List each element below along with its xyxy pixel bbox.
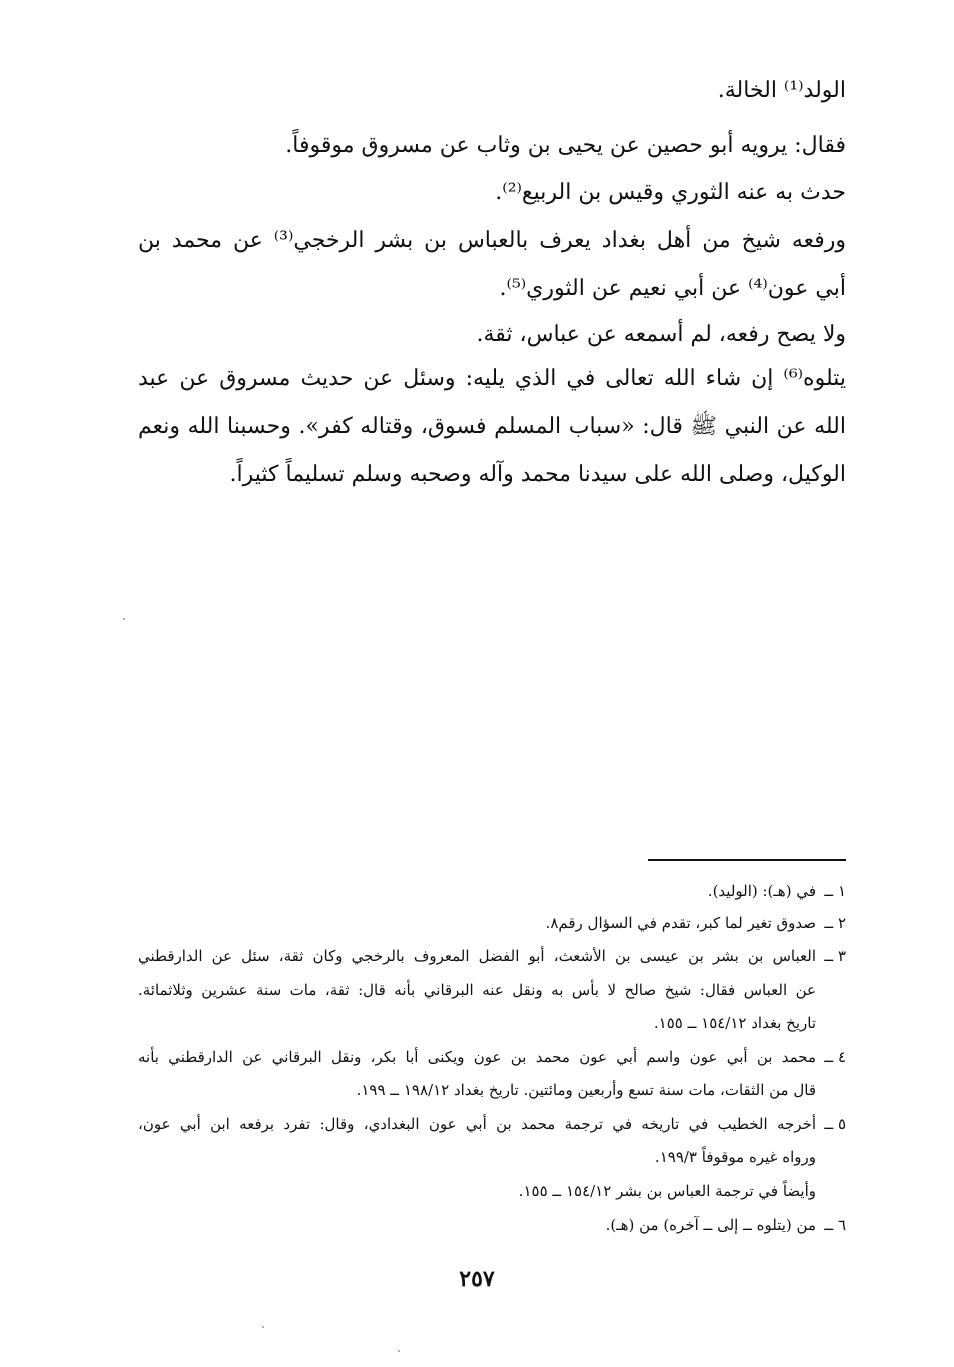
body-line: يتلوه⁽⁶⁾ إن شاء الله تعالى في الذي يليه: وسئل عن حديث مسروق عن عبد (138, 366, 846, 391)
body-line: ورفعه شيخ من أهل بغداد يعرف بالعباس بن بشر الرخجي⁽³⁾ عن محمد بن (138, 228, 846, 253)
footnote-text: صدوق تغير لما كبر، تقدم في السؤال رقم٨. (545, 914, 816, 932)
body-line: أبي عون⁽⁴⁾ عن أبي نعيم عن الثوري⁽⁵⁾. (499, 276, 846, 301)
footnote-text: أخرجه الخطيب في تاريخه في ترجمة محمد بن أبي عون البغدادي، وقال: تفرد برفعه ابن أبي عون، (138, 1115, 816, 1133)
footnote-text: عن العباس فقال: شيخ صالح لا بأس به ونقل عنه البرقاني بأنه قال: ثقة، مات سنة عشرين وثلاثمائة. (138, 981, 816, 999)
footnote-text: وأيضاً في ترجمة العباس بن بشر ١٥٤/١٢ ــ ١٥٥. (518, 1182, 816, 1200)
footnote-text: محمد بن أبي عون واسم أبي عون محمد بن عون ويكنى أبا بكر، ونقل البرقاني عن الدارقطني بأنه (138, 1048, 816, 1066)
footnote-number: ٢ ــ (824, 914, 846, 932)
footnote-number: ٦ ــ (824, 1216, 846, 1234)
scan-speck (398, 1350, 400, 1352)
footnote-separator (648, 859, 846, 861)
footnote-number: ٥ ــ (824, 1115, 846, 1133)
body-line: حدث به عنه الثوري وقيس بن الربيع⁽²⁾. (495, 180, 846, 205)
footnote-text: العباس بن بشر بن عيسى بن الأشعث، أبو الفضل المعروف بالرخجي وكان ثقة، سئل عن الدارقطني (138, 947, 816, 965)
body-line: الله عن النبي ﷺ قال: «سباب المسلم فسوق، وقتاله كفر». وحسبنا الله ونعم (138, 414, 846, 439)
footnote-text: تاريخ بغداد ١٥٤/١٢ ــ ١٥٥. (653, 1014, 816, 1032)
scan-speck (262, 1326, 264, 1328)
footnote-number: ٤ ــ (824, 1048, 846, 1066)
body-line: فقال: يرويه أبو حصين عن يحيى بن وثاب عن مسروق موقوفاً. (285, 133, 846, 158)
footnote-text: من (يتلوه ــ إلى ــ آخره) من (هـ). (605, 1216, 816, 1234)
body-line: ولا يصح رفعه، لم أسمعه عن عباس، ثقة. (476, 322, 846, 347)
body-line: الولد⁽¹⁾ الخالة. (717, 78, 846, 103)
page-number: ٢٥٧ (459, 1266, 495, 1292)
body-line: الوكيل، وصلى الله على سيدنا محمد وآله وصحبه وسلم تسليماً كثيراً. (229, 462, 846, 487)
footnote-number: ١ ــ (824, 882, 846, 900)
footnote-text: ورواه غيره موقوفاً ١٩٩/٣. (654, 1148, 816, 1166)
footnote-text: قال من الثقات، مات سنة تسع وأربعين ومائتين. تاريخ بغداد ١٩٨/١٢ ــ ١٩٩. (356, 1081, 816, 1099)
footnote-number: ٣ ــ (824, 947, 846, 965)
scan-speck (123, 618, 125, 620)
footnote-text: في (هـ): (الوليد). (707, 882, 816, 900)
